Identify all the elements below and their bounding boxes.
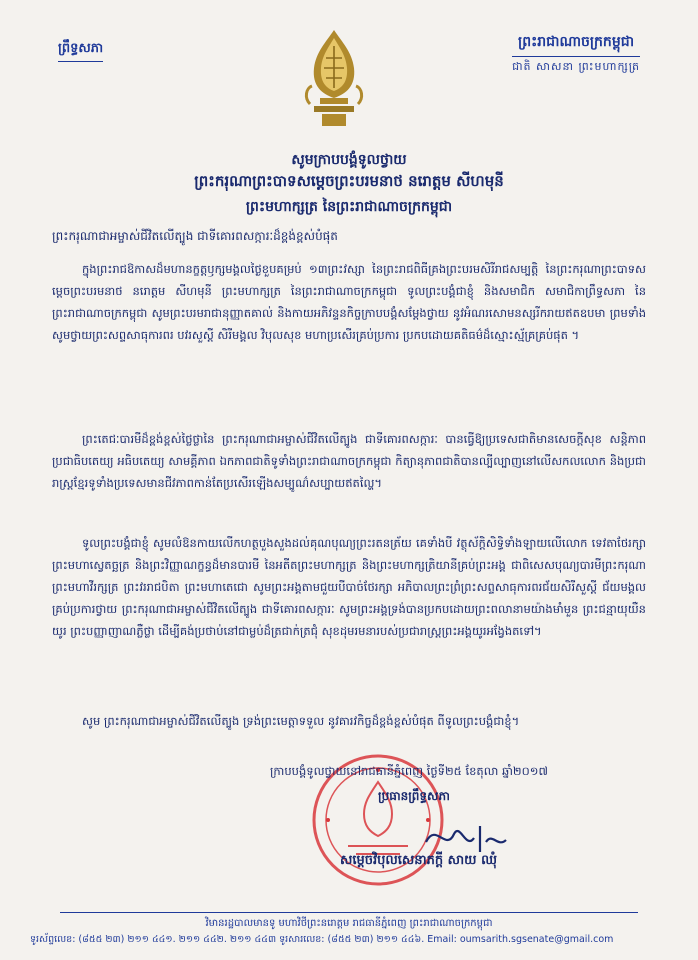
paragraph-4: សូម ព្រះករុណាជាអម្ចាស់ជីវិតលើត្បូង ទ្រង់ព្រះមេត្តាទទួល នូវគារវកិច្ចដ៏ខ្ពង់ខ្ពស់បំផុត ពីទូលព្រះបង្គំជាខ្ញុំ។ <box>82 714 520 728</box>
signer-name: សម្តេចវិបុលសេនាភក្តី សាយ ឈុំ <box>340 853 497 868</box>
footer-rule <box>60 912 638 913</box>
senate-label: ព្រឹទ្ធសភា <box>58 41 104 56</box>
royal-emblem-icon <box>302 28 366 130</box>
paragraph-3: ទូលព្រះបង្គំជាខ្ញុំ សូមលំឱនកាយលើកហត្ថបួងសួងដល់គុណបុណ្យព្រះរតនត្រ័យ គេទាំងបី វត្ថុស័ក្តិសិទ្ធិទាំងឡាយលើលោក ទេវតាថែរក្សាព្រះមហាស្វេតច្ឆត្រ និងព្រះវិញ្ញាណក្ខន្ធដ៏មានបារមី នៃអតីតព្រះមហាក្សត្រ និងព្រះមហាក្សត្រិយានីគ្រប់ព្រះអង្គ ជាពិសេសបុណ្យបារមីព្រះករុណាព្រះមហាវីរក្សត្រ ព្រះវររាជបិតា ព្រះមហាតេជោ សូមព្រះអង្គតាមជួយបីបាច់ថែរក្សា អភិបាលព្រះព្រំព្រះសព្ទសាធុការពរជ័យសិរីសួស្តី ជ័យមង្គលគ្រប់ប្រការថ្វាយ ព្រះករុណាជាអម្ចាស់ជីវិតលើត្បូង ជាទីគោរពសក្ការៈ សូមព្រះអង្គទ្រង់បានប្រកបដោយព្រះពលានាមយ៉ាងមាំមួន ព្រះជន្មាយុយឺនយូរ ព្រះបញ្ញាញាណភ្លឺថ្លា ដើម្បីគង់ប្រថាប់នៅជាម្លប់ដ៏ត្រជាក់ត្រជុំ សុខដុមរមនារបស់ប្រជារាស្ត្រព្រះអង្គយូរអង្វែងតទៅ។ <box>52 536 646 638</box>
opening-address: ព្រះករុណាជាអម្ចាស់ជីវិតលើត្បូង ជាទីគោរពសក្ការៈដ៏ខ្ពង់ខ្ពស់បំផុត <box>52 229 338 243</box>
kingdom-title: ព្រះរាជាណាចក្រកម្ពុជា <box>518 34 635 50</box>
footer-contacts: ទូរស័ព្ទលេខ: (៨៥៥ ២៣) ២១១ ៤៤១. ២១១ ៤៤២. ២១១ ៤៤៣ ទូរសារលេខ: (៨៥៥ ២៣) ២១១ ៤៤៦. Email: oumsarith.sgsenate@gmail.com <box>30 934 614 945</box>
signatory-title: ប្រធានព្រឹទ្ធសភា <box>378 789 450 803</box>
kingdom-rule <box>512 56 640 57</box>
salutation-line-3: ព្រះមហាក្សត្រ នៃព្រះរាជាណាចក្រកម្ពុជា <box>245 199 453 215</box>
salutation-line-2: ព្រះករុណាព្រះបាទសម្តេចព្រះបរមនាថ នរោត្តម សីហមុនី <box>194 172 504 190</box>
senate-underline <box>58 61 103 62</box>
paragraph-2: ព្រះតេជៈបារមីដ៏ខ្ពង់ខ្ពស់ថ្លៃថ្លានៃ ព្រះករុណាជាអម្ចាស់ជីវិតលើត្បូង ជាទីគោរពសក្ការៈ បានធ្វើឱ្យប្រទេសជាតិមានសេចក្តីសុខ សន្តិភាព ប្រជាធិបតេយ្យ អធិបតេយ្យ សាមគ្គីភាព ឯកភាពជាតិទូទាំងព្រះរាជាណាចក្រកម្ពុជា កិត្យានុភាពជាតិបានល្បីល្បាញនៅលើសកលលោក និងប្រជារាស្រ្តខ្មែរទូទាំងប្រទេសមានជីវភាពកាន់តែប្រសើរឡើងសម្បូណ៌សប្បាយឥតល្ហៃ។ <box>52 432 646 490</box>
salutation-line-1: សូមក្រាបបង្គំទូលថ្វាយ <box>291 152 407 168</box>
kingdom-motto: ជាតិ សាសនា ព្រះមហាក្សត្រ <box>512 60 640 73</box>
footer-address: វិមានរដ្ឋបាលមានទូ មហាវិថីព្រះនរោត្តម រាជធានីភ្នំពេញ ព្រះរាជាណាចក្រកម្ពុជា <box>205 918 493 929</box>
senate-header <box>58 40 103 62</box>
date-line: ក្រាបបង្គំទូលថ្វាយនៅរាជធានីភ្នំពេញ ថ្ងៃទី២៥ ខែតុលា ឆ្នាំ២០១៧ <box>270 764 548 778</box>
paragraph-1: ក្នុងព្រះរាជឱកាសដ៏មហានក្ខត្តឫក្សមង្គលថ្ងៃខួបគម្រប់ ១៣ព្រះវស្សា នៃព្រះរាជពិធីគ្រងព្រះបរមសិរីរាជសម្បត្តិ នៃព្រះករុណាព្រះបាទសម្តេចព្រះបរមនាថ នរោត្តម សីហមុនី ព្រះមហាក្សត្រ នៃព្រះរាជាណាចក្រកម្ពុជា ទូលព្រះបង្គំជាខ្ញុំ និងសមាជិក សមាជិកាព្រឹទ្ធសភា នៃព្រះរាជាណាចក្រកម្ពុជា សូមព្រះបរមរាជានុញ្ញាតគាល់ និងកាយអភិវន្ទនកិច្ចក្រាបបង្គំសម្តែងថ្វាយ នូវអំណរសោមនស្សរីករាយឥតឧបមា ព្រមទាំងសូមថ្វាយព្រះសព្ទសាធុការពរ បវរសួស្តី សិរីមង្គល វិបុលសុខ មហាប្រសើរគ្រប់ប្រការ ប្រកបដោយគតិធម៌ដ៏ស្មោះស្ម័គ្រគ្រប់ផុត ។ <box>52 262 646 342</box>
kingdom-header <box>512 32 640 76</box>
